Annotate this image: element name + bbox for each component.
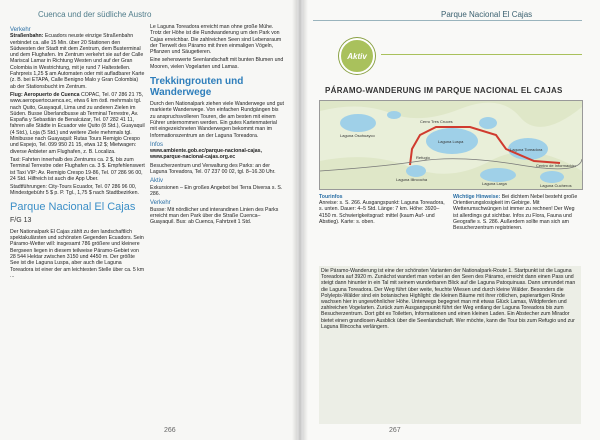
- aktiv-heading: Aktiv: [150, 178, 164, 185]
- map-label: Refugio: [416, 155, 430, 160]
- tour-info-text: Anreise: s. S. 266. Ausgangspunkt: Laguna Toreadora, s. unten. Dauer: 4–5 Std. Länge: 7 km. Höhe: 3920–4150 m. Schwierigkeitsgrad: mittel (kaum Auf- und Abstieg). Karte: s. oben.: [319, 200, 445, 225]
- paragraph: Busse: Mit nördlicher und interandinen Linien des Parks erreicht man den Park über die Straße Cuenca–Guayaquil. Bus: ab Cuenca, Fahrtzeit 1 Std.: [150, 206, 279, 226]
- section-title: Parque Nacional El Cajas F/G 13: [10, 200, 136, 224]
- verkehr2-heading: Verkehr: [150, 200, 171, 207]
- map-label: Cerro Tres Cruces: [420, 119, 453, 124]
- lake-illincocha: [406, 165, 426, 177]
- paragraph: Taxi: Fahrten innerhalb des Zentrums ca. 2 $, bis zum Terminal Terrestre oder Flughafen ca. 3 $. Empfehlenswert ist Taxi VIP: Av. Remigio Crespo 19-86, Tel. 07 286 96 00, 24 Std. Hilfreich ist auch die App Uber.: [10, 156, 145, 182]
- lake-small-2: [479, 117, 497, 129]
- map-label: Laguna Osohuayco: [340, 133, 375, 138]
- map-label: Laguna Cucheros: [540, 183, 572, 188]
- trekking-heading: Trekkingrouten und Wanderwege: [150, 76, 244, 99]
- info-links: www.ambiente.gob.ec/parque-nacional-cajas, www.parque-nacional-cajas.org.ec: [150, 148, 262, 161]
- right-running-title: Parque Nacional El Cajas: [441, 10, 533, 19]
- tour-info-heading: Tourinfos: [319, 194, 343, 200]
- hike-description: Die Páramo-Wanderung ist eine der schönsten Varianten der Nationalpark-Route 1. Startpunkt ist die Laguna Toreadora auf 3920 m. Zunächst wandert man vorbei an den Seen des Páramo, erreicht dann einen Pass und steigt dann hinunter in ein Tal mit seinem wunderbaren Blick auf die Laguna Patoquinuas. Dann umrundet man die Laguna Toreadora. Der Weg führt über weite, feuchte Wiesen und durch kleine Wälder. Besonders die Polylepis-Wälder sind ein botanisches Highlight: die kleinen Bäume mit ihrer rötlichen, papierartigen Rinde wachsen hier in ungewöhnlicher Höhe. Unterwegs begegnet man mit etwas Glück Lamas, Wildpferden und zahlreichen Vogelarten. Zurück zum Ausgangspunkt führt der Weg entlang der Laguna Toreadora bis zum Besucherzentrum. Dort gibt es Toiletten, Informationen und einen kleinen Laden. Ein Abstecher zum Mirador bietet einen grandiosen Ausblick über die Seenlandschaft. Wer möchte, kann die Tour bis zum Refugio und zur Laguna Illincocha verlängern.: [319, 266, 581, 424]
- left-column-2: [150, 24, 284, 227]
- paragraph: Eine sehenswerte Seenlandschaft mit bunten Blumen und Mooren, vielen Vogelarten und Lamas.: [150, 57, 284, 70]
- paragraph: Le Laguna Toreadora erreicht man ohne große Mühe. Trotz der Höhe ist die Rundwanderung um den Park von Cajas erreichbar. Die zahlreichen Seen sind Lebensraum der Tierwelt des Páramo mit ihren einmaligen Vögeln, Pflanzen und Säugetieren.: [150, 24, 282, 56]
- important-notes: [453, 194, 581, 231]
- paragraph: Flug: Aeropuerto de Cuenca COPAC, Tel. 07 286 21 75, www.aeropuertocuenca.ec, etwa 6 km östl. mehrmals tgl. nach Quito, Guayaquil, Lima und zu anderen Zielen im Süden. Busse Überlandbusse ab Terminal Terrestre, Av. España y Sebastián de Benalcázar, Tel. 07 282 41 11, fahren alle Städte in Ecuador wie Quito (8 Std.), Guayaquil (4 Std.), Loja (5 Std.) und weitere Ziele mehrmals tgl. Minibusse nach Guayaquil: Rutas Tours Remigio Crespo und Espejo, Tel. 099 950 21 15, etwa 12 $; Mietwagen: diverse Anbieter am Flughafen, z. B. Localiza.: [10, 91, 145, 155]
- paragraph: Durch den Nationalpark ziehen viele Wanderwege und gut markierte Wanderwege. Von einfachen Rundgängen bis zu anspruchsvolleren Touren, die am besten mit einem Führer unternommen werden. Ein gutes Kartenmaterial mit eingezeichneten Wanderwegen bekommt man im Informationszentrum an der Laguna Toreadora.: [150, 101, 284, 139]
- aktiv-badge: Aktiv: [339, 38, 375, 74]
- map-label: Centro de Información: [536, 163, 576, 168]
- map-reference: F/G 13: [10, 216, 32, 224]
- lake-osohuayco: [340, 114, 376, 132]
- map-label: Laguna Illincocha: [396, 177, 428, 182]
- paragraph: Stadtführungen: City-Tours Ecuador, Tel. 07 286 96 00, Mindestgebühr 5 $ p. P. Tgl., 1,75 $ nach Stadtbezirken.: [10, 184, 140, 197]
- lake-cucheros: [540, 171, 564, 183]
- map-label: Laguna Luspa: [438, 139, 464, 144]
- right-page: [303, 0, 600, 440]
- paragraph: Exkursionen – Ein großes Angebot bei Terra Diversa s. S. 286.: [150, 184, 283, 197]
- verkehr-heading: Verkehr: [10, 27, 31, 33]
- divider: [381, 54, 582, 55]
- paragraph: Der Nationalpark El Cajas zählt zu den landschaftlich spektakulärsten und schönsten Gegenden Ecuadors. Sein Páramo-Wetter will: insgesamt 786 größere und kleinere Bergseen liegen in diesem teilweise Páramo-Gebiet von 28 544 Hektar zwischen 3150 und 4450 m. Der größte See ist die Laguna Luspa, aber auch die Laguna Toreadora ist einer der am leichtesten Stelle über ca. 5 km ...: [10, 228, 145, 279]
- tour-info: [319, 194, 447, 225]
- left-page: [0, 0, 297, 440]
- left-running-title: Cuenca und der südliche Austro: [38, 10, 152, 19]
- lake-small-1: [387, 111, 401, 119]
- infos-heading: Infos: [150, 141, 164, 148]
- page-number-right: 267: [389, 427, 401, 434]
- notes-text: Bei dichtem Nebel besteht große Orientierungslosigkeit im Gebirge. Mit Wetterumschwüngen ist immer zu rechnen! Der Weg ist allerdings gut sichtbar. Infos zu Flora, Fauna und Geografie s. S. 286. Außerdem sollte man sich am Besucherzentrum registrieren.: [453, 194, 578, 232]
- map-title: PÁRAMO-WANDERUNG IM PARQUE NACIONAL EL CAJAS: [325, 86, 563, 95]
- map-label: Laguna Toreadora: [510, 147, 543, 152]
- book-gutter: [292, 0, 308, 440]
- page-number-left: 266: [164, 427, 176, 434]
- notes-heading: Wichtige Hinweise:: [453, 194, 501, 200]
- paragraph: Straßenbahn: Ecuadors neuste einzige Straßenbahn verbindet ca. alle 15 Min. über 20 Stationen den Südwesten der Stadt mit dem Zentrum, dem Busterminal und dem Flughafen. Im Zentrum verkehrt sie auf der Calle Mariscal Lamar in Richtung Westen und auf der Gran Colombia in Westrichtung, mit je rund 7 Haltestellen. Fahrpreis 1,25 $ am Automaten oder mit aufladbarer Karte (z. B. bei ETAPA, Calle Benigno Malo y Gran Colombia) ab der Stationsbucht im Zentrum.: [10, 33, 145, 90]
- paragraph: Besucherzentrum und Verwaltung des Parks: an der Laguna Toreadora, Tel. 07 237 00 02, tgl. 8–16.30 Uhr.: [150, 162, 276, 176]
- left-column-1: [10, 24, 145, 281]
- map-label: Laguna Larga: [482, 181, 507, 186]
- hiking-map: [319, 100, 583, 190]
- lake-larga: [480, 168, 516, 182]
